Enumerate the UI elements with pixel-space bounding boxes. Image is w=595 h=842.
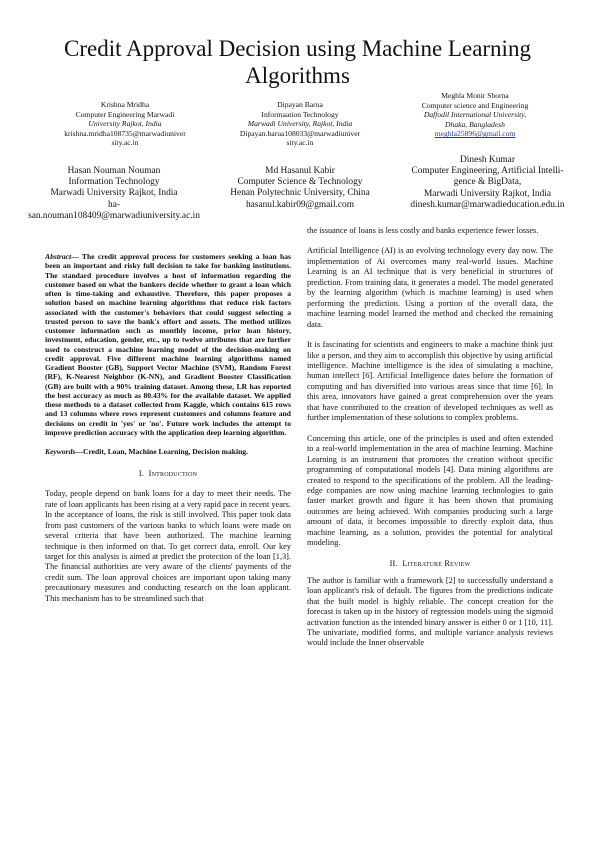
author-org: Marwadi University Rajkot, India — [50, 188, 178, 199]
author-dept: Informaation Technology — [261, 109, 339, 119]
author-org: University Rajkot, India — [88, 119, 162, 129]
author-name: Meghla Monir Shorna — [441, 91, 509, 100]
keywords-text: —Credit, Loan, Machine Learning, Decision making. — [75, 447, 248, 456]
author-name: Dinesh Kumar — [460, 155, 515, 165]
right-column — [307, 226, 553, 649]
author-dinesh-kumar — [385, 155, 590, 211]
paper-title: Credit Approval Decision using Machine Learning Algorithms — [64, 36, 531, 88]
author-meghla-monir-shorna — [390, 91, 560, 139]
author-hasan-nouman — [14, 166, 214, 222]
author-dept: Computer Science & Technology — [237, 177, 363, 188]
author-email: ha- — [108, 199, 120, 210]
body-paragraph: Concerning this article, one of the principles is used and often extended to a real-world implementation in the area of machine learning. Machine Learning is an instrument that promotes the creation without specific programming of computational models [4]. Data mining algorithms are created to respond to the specifications of the problem. All the leading-edge companies are now using machine learning technologies to gain faster market growth and figure it has been shown that promising outcomes are being achieved. With companies producing such a large amount of data, it becomes impossible to directly exploit data, thus machine learning, as a solution, provides the potential for analytical modeling. — [307, 433, 553, 548]
author-email-cont: sity.ac.in — [111, 138, 139, 148]
abstract — [45, 252, 291, 437]
author-org: Henan Polytechnic University, China — [230, 188, 370, 199]
intro-paragraph: Today, people depend on bank loans for a day to meet their needs. The rate of loan applicants has been rising at a very rapid pace in recent years. In the acceptance of loans, the risk is still involved. This paper took data from past customers of the various banks to which loans were made on several criteria that have been authorized. The machine learning technique is then informed on that. To get correct data, enroll. Our key target for this analysis is aimed at predict the protection of the loan [1,3]. The financial authorities are very aware of the clients' payments of the credit sum. The loan approval choices are important upon taking many precautionary measures and conducting research on the loan applicant. This mechanism has to be streamlined such that — [45, 489, 291, 603]
keywords-label: Keywords — [45, 447, 76, 456]
author-md-hasanul-kabir — [210, 166, 390, 211]
author-org-cont: Dhaka, Bangladesh — [445, 119, 505, 129]
author-email: Dipayan.barua108033@marwadiuniver — [239, 128, 361, 138]
section-heading-literature-review — [307, 559, 553, 569]
author-name: Dipayan Barua — [277, 100, 323, 109]
body-paragraph: It is fascinating for scientists and engineers to make a machine think just like a person, and they aim to accomplish this objective by using artificial intelligence. Machine intelligence is the idea of simulating a machine, human intellect [6]. Artificial Intelligence dates before the formation of computing and has diversified into various areas since that time [6]. In this area, innovators have gained a great comprehension over the years that have contributed to the creation of developed techniques as well as further implementation of these solutions to complex problems. — [307, 340, 553, 423]
author-dept: Computer science and Engineering — [421, 100, 529, 110]
section-number: I. — [138, 469, 145, 479]
author-name: Krishna Mridha — [100, 100, 150, 109]
author-email: krishna.mridha108735@marwadiuniver — [64, 128, 186, 138]
author-dept-cont: gence & BigData, — [453, 177, 522, 188]
author-email: hasanul.kabir09@gmail.com — [245, 199, 355, 210]
author-org: Daffodil International University, — [423, 110, 527, 120]
body-paragraph: Artificial Intelligence (AI) is an evolving technology every day now. The implementation of Ai overcomes many real-world issues. Machine Learning is an AI technique that is very beneficial in structures of prediction. From training data, it generates a model. The model generated by the learning algorithm (which is machine learning) is used when performing the prediction. Using a portion of the overall data, the machine learning model learned the method and checked the remaining data. — [307, 246, 553, 329]
left-column — [45, 252, 291, 604]
section-heading-introduction — [45, 469, 291, 479]
author-dept: Computer Engineering Marwadi — [75, 109, 175, 119]
section-title: Literature Review — [402, 558, 471, 568]
author-email-cont: san.nouman108409@marwadiuniversity.ac.in — [28, 210, 200, 221]
body-paragraph: The author is familiar with a framework [2] to successfully understand a loan applicant's risk of default. The figures from the predictions indicate that the built model is highly reliable. The concept creation for the forecast is taken up in the history of regression models using the sigmoid activation function as the intended binary answer is either 0 or 1 [10, 11]. The univariate, modified forms, and multiple variance analysis reviews would include the Inner observable — [307, 575, 553, 648]
author-email: dinesh.kumar@marwadieducation.edu.in — [410, 199, 565, 210]
author-org: Marwadi University Rajkot, India — [423, 188, 552, 199]
author-name: Md Hasanul Kabir — [265, 166, 335, 176]
body-paragraph: the issuance of loans is less costly and banks experience fewer losses. — [307, 226, 539, 235]
keywords — [45, 447, 291, 456]
abstract-label: Abstract — [45, 252, 72, 261]
section-title: Introduction — [148, 469, 198, 479]
author-krishna-mridha — [40, 100, 210, 148]
author-dipayan-barua — [215, 100, 385, 148]
author-email-link[interactable]: meghla25896@gmail.com — [434, 129, 516, 139]
section-number: II. — [389, 558, 398, 568]
author-email-cont: sity.ac.in — [286, 138, 314, 148]
author-dept: Information Technology — [68, 177, 160, 188]
author-org: Marwadi University, Rajkot, India — [247, 119, 353, 129]
author-name: Hasan Nouman Nouman — [67, 166, 161, 176]
abstract-text: — The credit approval process for customers seeking a loan has been an important and risky full decision to take for banking institutions. The standard procedure involves a host of information regarding the customer based on what the bankers decide whether to grant a loan which often is time-taking and exhaustive. Therefore, this paper proposes a solution based on machine learning algorithms that reduce risk factors associated with the customer's behaviors that could suggest selecting a trusted person to save the bank's effort and assets. The method utilizes customer information such as monthly income, prior loan history, investment, education, gender, etc., up to twelve attributes that are further used to construct a machine learning model of the decision-making on credit approval. Five different machine learning algorithms named Gradient Booster (GB), Support Vector Machine (SVM), Random Forest (RF), K-Nearest Neighbor (K-NN), and Gradient Booster Classification (GB) are built with a 90% training dataset. Among these, LR has reported the best accuracy as much as 80.43% for the available dataset. We applied these methods to a dataset collected from Kaggle, which contains 615 rows and 13 columns where rows represent customers and columns feature and decisions on credit in 'yes' or 'no'. Future work includes the attempt to improve prediction accuracy with the application deep learning algorithm. — [45, 252, 291, 437]
author-dept: Computer Engineering, Artificial Intelli- — [411, 166, 564, 177]
